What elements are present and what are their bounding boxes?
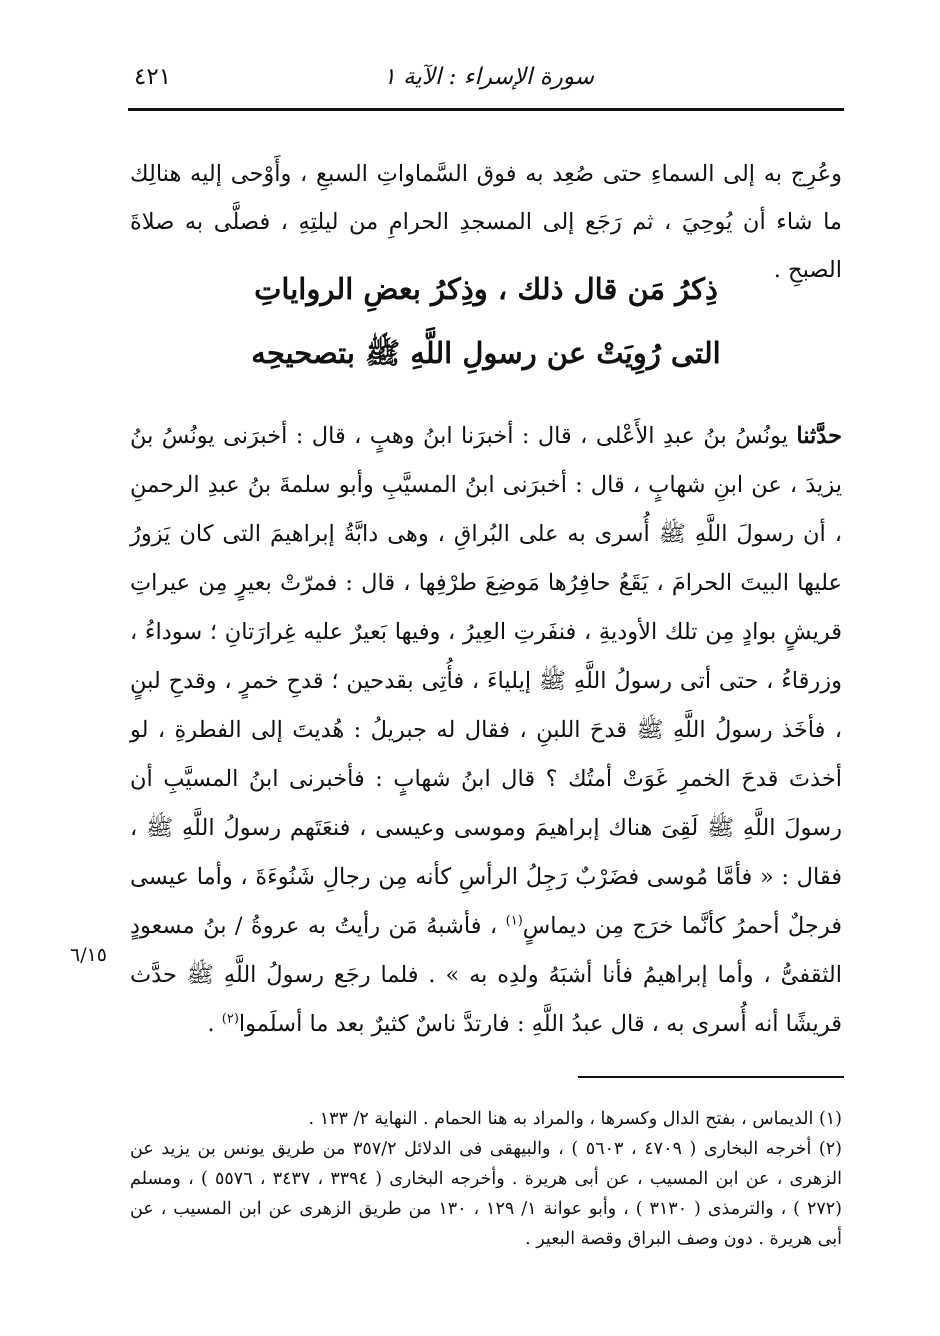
footnotes bbox=[130, 1104, 842, 1254]
page-header bbox=[128, 62, 844, 98]
hadith-text-part-1: يونُسُ بنُ عبدِ الأَعْلى ، قال : أخبرَنا ابنُ وهبٍ ، قال : أخبرَنى يونُسُ بنُ يزيدَ ، عن ابنِ شهابٍ ، قال : أخبرَنى ابنُ المسيَّبِ وأبو سلمةَ بنُ عبدِ الرحمنِ ، أن رسولَ اللَّهِ ﷺ أُسرى به على البُراقِ ، وهى دابَّةُ إبراهيمَ التى كان يَزورُ عليها البيتَ الحرامَ ، يَقَعُ حافِرُها مَوضِعَ طرْفِها ، قال : فمرّتْ بعيرٍ مِن عيراتِ قريشٍ بوادٍ مِن تلك الأوديةِ ، فنفَرتِ العِيرُ ، وفيها بَعيرٌ عليه غِرارَتانِ ؛ سوداءُ ، وزرقاءُ ، حتى أتى رسولُ اللَّهِ ﷺ إيلياءَ ، فأُتِى بقدحين ؛ قدحِ خمرٍ ، وقدحِ لبنٍ ، فأخَذ رسولُ اللَّهِ ﷺ قدحَ اللبنِ ، فقال له جبريلُ : هُديتَ إلى الفطرةِ ، لو أخذتَ قدحَ الخمرِ غَوَتْ أمتُك ؟ قال ابنُ شهابٍ : فأخبرنى ابنُ المسيَّبِ أن رسولَ اللَّهِ ﷺ لَقِىَ هناك إبراهيمَ وموسى وعيسى ، فنعَتَهم رسولُ اللَّهِ ﷺ ، فقال : « فأمَّا مُوسى فضَرْبٌ رَجِلُ الرأسِ كأنه مِن رجالِ شَنُوءَةَ ، وأما عيسى فرجلٌ أحمرُ كأنَّما خرَج مِن ديماسٍ bbox=[130, 423, 843, 939]
page-number: ٤٢١ bbox=[134, 64, 172, 90]
main-paragraph bbox=[130, 412, 842, 1049]
intro-paragraph: وعُرِج به إلى السماءِ حتى صُعِد به فوق السَّماواتِ السبعِ ، وأَوْحى إليه هنالِك ما شاء أن يُوحِيَ ، ثم رَجَع إلى المسجدِ الحرامِ من ليلتِهِ ، فصلَّى به صلاةَ الصبحِ . bbox=[130, 161, 843, 283]
footnote-ref-2[interactable]: (٢) bbox=[221, 1011, 239, 1027]
running-title: سورة الإسراء : الآية ١ bbox=[383, 64, 594, 90]
section-heading-line-2: التى رُوِيَتْ عن رسولِ اللَّهِ ﷺ بتصحيحِه bbox=[251, 336, 721, 370]
margin-page-marker: ٦/١٥ bbox=[70, 944, 108, 966]
hadith-text-part-2: ، فأشبهُ مَن رأيتُ به عروةُ / بنُ مسعودٍ الثقفىُّ ، وأما إبراهيمُ فأنا أشبَهُ ولدِه به » . فلما رجَع رسولُ اللَّهِ ﷺ حدَّث قريشًا أنه أُسرى به ، قال عبدُ اللَّهِ : فارتدَّ ناسٌ كثيرٌ بعد ما أسلَموا bbox=[130, 913, 842, 1037]
section-heading-line-1: ذِكرُ مَن قال ذلك ، وذِكرُ بعضِ الرواياتِ bbox=[254, 272, 718, 306]
hadith-lead-word: حدَّثنا bbox=[796, 423, 842, 449]
footnote-ref-1[interactable]: (١) bbox=[505, 913, 523, 929]
header-rule bbox=[128, 108, 844, 111]
footnote-rule bbox=[578, 1076, 844, 1078]
footnote-2: (٢) أخرجه البخارى ( ٤٧٠٩ ، ٥٦٠٣ ) ، والبيهقى فى الدلائل ٣٥٧/٢ من طريق يونس بن يزيد عن الزهرى ، عن ابن المسيب ، عن أبى هريرة . وأخرجه البخارى ( ٣٣٩٤ ، ٣٤٣٧ ، ٥٥٧٦ ) ، ومسلم (٢٧٢ ) ، والترمذى ( ٣١٣٠ ) ، وأبو عوانة ١/ ١٢٩ ، ١٣٠ من طريق الزهرى عن ابن المسيب ، عن أبى هريرة . دون وصف البراق وقصة البعير . bbox=[130, 1139, 842, 1249]
hadith-text-part-3: . bbox=[207, 1011, 222, 1037]
footnote-1: (١) الديماس ، بفتح الدال وكسرها ، والمراد به هنا الحمام . النهاية ٢/ ١٣٣ . bbox=[308, 1109, 842, 1129]
